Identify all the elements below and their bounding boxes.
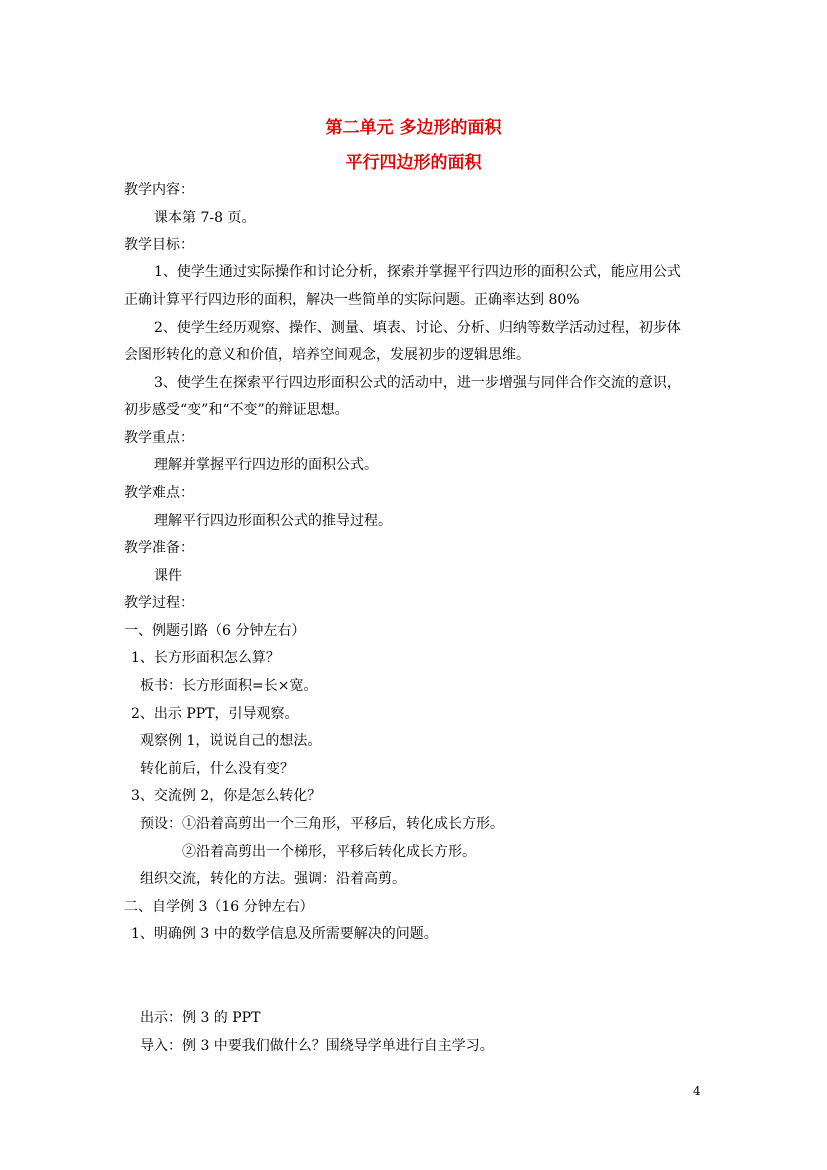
text-line: ②沿着高剪出一个梯形，平移后转化成长方形。 [182, 844, 476, 860]
text-line: 出示：例 3 的 PPT [140, 1010, 261, 1026]
text-line: 课本第 7-8 页。 [154, 210, 256, 226]
text-line: 理解并掌握平行四边形的面积公式。 [154, 457, 378, 473]
page-number: 4 [693, 1084, 701, 1098]
text-line: 正确计算平行四边形的面积，解决一些简单的实际问题。正确率达到 80% [124, 292, 580, 308]
heading-content: 教学内容： [124, 182, 194, 198]
text-line: 板书：长方形面积=长×宽。 [140, 678, 318, 694]
text-line: 3、交流例 2，你是怎么转化？ [131, 788, 322, 804]
text-line: 预设：①沿着高剪出一个三角形，平移后，转化成长方形。 [140, 816, 504, 832]
text-line: 1、长方形面积怎么算？ [131, 650, 280, 666]
text-line: 会图形转化的意义和价值，培养空间观念，发展初步的逻辑思维。 [124, 347, 530, 363]
lesson-title: 平行四边形的面积 [345, 153, 482, 173]
heading-preparation: 教学准备： [124, 540, 194, 556]
text-line: 组织交流，转化的方法。强调：沿着高剪。 [140, 871, 406, 887]
text-line: 导入：例 3 中要我们做什么？围绕导学单进行自主学习。 [140, 1038, 494, 1054]
text-line: 初步感受“变”和“不变”的辩证思想。 [124, 402, 349, 418]
heading-difficulty: 教学难点： [124, 485, 194, 501]
text-line: 课件 [154, 568, 182, 584]
text-line: 理解平行四边形面积公式的推导过程。 [154, 513, 392, 529]
text-line: 观察例 1，说说自己的想法。 [140, 733, 322, 749]
text-line: 1、使学生通过实际操作和讨论分析，探索并掌握平行四边形的面积公式，能应用公式 [154, 264, 681, 280]
heading-key-point: 教学重点： [124, 430, 194, 446]
heading-process: 教学过程： [124, 595, 194, 611]
text-line: 1、明确例 3 中的数学信息及所需要解决的问题。 [131, 926, 438, 942]
section-heading: 二、自学例 3（16 分钟左右） [124, 899, 314, 915]
text-line: 3、使学生在探索平行四边形面积公式的活动中，进一步增强与同伴合作交流的意识， [154, 375, 681, 391]
unit-title: 第二单元 多边形的面积 [325, 118, 502, 138]
text-line: 2、出示 PPT，引导观察。 [131, 706, 299, 722]
section-heading: 一、例题引路（6 分钟左右） [124, 623, 306, 639]
text-line: 转化前后，什么没有变？ [140, 761, 294, 777]
heading-goals: 教学目标： [124, 237, 194, 253]
text-line: 2、使学生经历观察、操作、测量、填表、讨论、分析、归纳等数学活动过程，初步体 [154, 320, 681, 336]
